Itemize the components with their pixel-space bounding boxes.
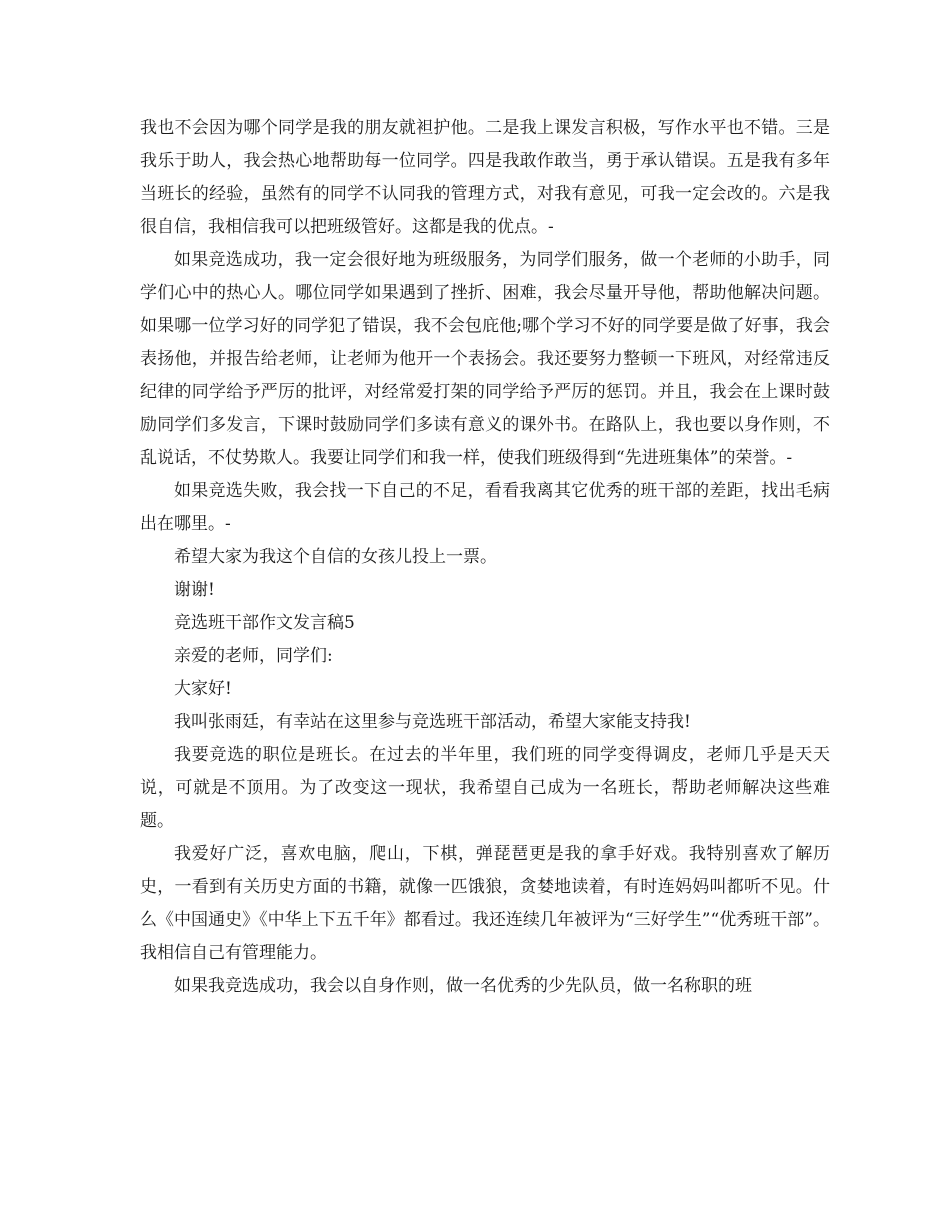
section-title: 竞选班干部作文发言稿5 xyxy=(174,613,355,633)
paragraph-continued: 我也不会因为哪个同学是我的朋友就袒护他。二是我上课发言积极，写作水平也不错。三是我乐于助人，我会热心地帮助每一位同学。四是我敢作敢当，勇于承认错误。五是我有多年当班长的经验，虽然有的同学不认同我的管理方式，对我有意见，可我一定会改的。六是我很自信，我相信我可以把班级管好。这都是我的优点。- xyxy=(140,118,830,237)
paragraph-introduction: 我叫张雨廷，有幸站在这里参与竞选班干部活动，希望大家能支持我! xyxy=(174,712,691,732)
paragraph-thanks: 谢谢! xyxy=(174,580,215,600)
paragraph-vote-request: 希望大家为我这个自信的女孩儿投上一票。 xyxy=(174,547,497,567)
greeting: 大家好! xyxy=(174,679,232,699)
salutation: 亲爱的老师，同学们: xyxy=(174,646,333,666)
document-page xyxy=(140,112,830,1003)
paragraph-hobbies: 我爱好广泛，喜欢电脑，爬山，下棋，弹琵琶更是我的拿手好戏。我特别喜欢了解历史，一看到有关历史方面的书籍，就像一匹饿狼，贪婪地读着，有时连妈妈叫都听不见。什么《中国通史》《中华上下五千年》都看过。我还连续几年被评为“三好学生”“优秀班干部”。我相信自己有管理能力。 xyxy=(140,844,830,963)
paragraph-position: 我要竞选的职位是班长。在过去的半年里，我们班的同学变得调皮，老师几乎是天天说，可就是不顶用。为了改变这一现状，我希望自己成为一名班长，帮助老师解决这些难题。 xyxy=(140,745,830,831)
paragraph-promise: 如果我竞选成功，我会以自身作则，做一名优秀的少先队员，做一名称职的班 xyxy=(174,976,752,996)
paragraph-if-failed: 如果竞选失败，我会找一下自己的不足，看看我离其它优秀的班干部的差距，找出毛病出在哪里。- xyxy=(140,481,830,534)
paragraph-if-elected: 如果竞选成功，我一定会很好地为班级服务，为同学们服务，做一个老师的小助手，同学们心中的热心人。哪位同学如果遇到了挫折、困难，我会尽量开导他，帮助他解决问题。如果哪一位学习好的同学犯了错误，我不会包庇他;哪个学习不好的同学要是做了好事，我会表扬他，并报告给老师，让老师为他开一个表扬会。我还要努力整顿一下班风，对经常违反纪律的同学给予严厉的批评，对经常爱打架的同学给予严厉的惩罚。并且，我会在上课时鼓励同学们多发言，下课时鼓励同学们多读有意义的课外书。在路队上，我也要以身作则，不乱说话，不仗势欺人。我要让同学们和我一样，使我们班级得到“先进班集体”的荣誉。- xyxy=(140,250,830,468)
